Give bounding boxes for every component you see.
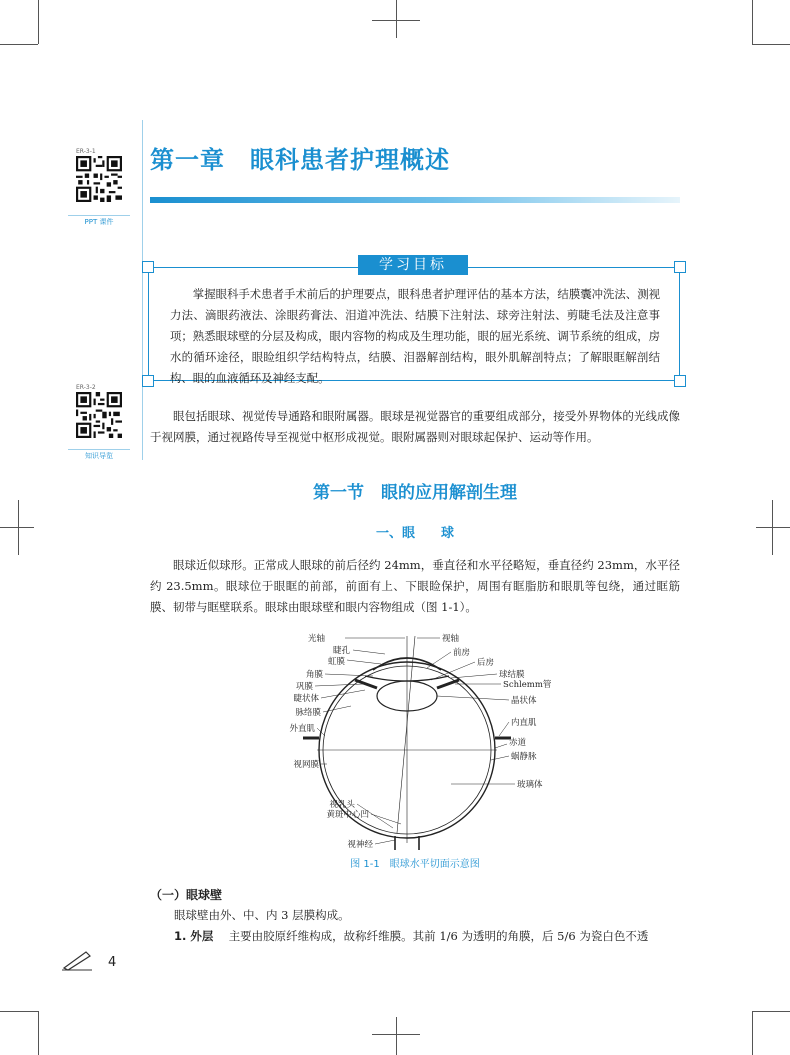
crop-mark [38, 0, 39, 44]
box-corner [674, 261, 686, 273]
outer-layer-text: 主要由胶原纤维构成，故称纤维膜。其前 1/6 为透明的角膜，后 5/6 为瓷白色不透 [228, 929, 649, 943]
qr-id: ER-3-1 [76, 148, 96, 155]
crop-mark [0, 527, 34, 528]
label-visual-axis: 视轴 [442, 634, 460, 644]
label-medial-rectus: 内直肌 [511, 718, 537, 728]
label-ciliary-body: 睫状体 [293, 694, 319, 704]
label-optic-nerve: 视神经 [347, 840, 373, 850]
crop-mark [372, 1034, 420, 1035]
label-fovea: 黄斑中心凹 [326, 810, 369, 820]
chapter-title: 第一章 眼科患者护理概述 [150, 146, 450, 174]
crop-mark [756, 527, 790, 528]
objectives-heading: 学习目标 [358, 255, 468, 275]
label-optic-disc: 视乳头 [329, 800, 355, 810]
label-schlemm-canal: Schlemm管 [503, 680, 552, 690]
crop-mark [372, 20, 420, 21]
wall-line-1: 眼球壁由外、中、内 3 层膜构成。 [174, 908, 350, 922]
figure-labels-right [442, 633, 552, 790]
eyeball-diagram [255, 628, 585, 850]
box-corner [142, 261, 154, 273]
label-retina: 视网膜 [293, 760, 319, 770]
label-conjunctiva: 球结膜 [499, 670, 525, 680]
crop-mark [752, 1011, 790, 1012]
crop-mark [396, 1017, 397, 1055]
crop-mark [396, 0, 397, 38]
eyeball-paragraph: 眼球近似球形。正常成人眼球的前后径约 24mm，垂直径和水平径略短，垂直径约 23mm，水平径约 23.5mm。眼球位于眼眶的前部，前面有上、下眼睑保护，周围有眶脂肪和眼肌等包绕，通过眶筋膜、韧带与眶壁联系。眼球由眼球壁和眼内容物组成（图 1-1）。 [150, 558, 680, 614]
qr-caption: PPT 课件 [68, 215, 130, 228]
crop-mark [0, 1011, 38, 1012]
box-corner [674, 375, 686, 387]
qr-code-guide[interactable] [76, 392, 122, 438]
subsection-title: 一、眼 球 [375, 526, 454, 541]
wall-heading: （一）眼球壁 [150, 888, 223, 902]
outer-layer-label: 1. 外层 [174, 929, 214, 943]
label-lateral-rectus: 外直肌 [289, 724, 315, 734]
figure-labels-left [289, 633, 373, 850]
label-equator: 赤道 [509, 738, 527, 748]
crop-mark [38, 1011, 39, 1055]
page-number: 4 [108, 955, 117, 970]
label-vitreous: 玻璃体 [517, 780, 543, 790]
crop-mark [752, 0, 753, 44]
crop-mark [772, 500, 773, 555]
label-lens: 晶状体 [511, 696, 537, 706]
crop-mark [18, 500, 19, 555]
qr-id: ER-3-2 [76, 384, 96, 391]
figure-caption: 图 1-1 眼球水平切面示意图 [350, 859, 480, 870]
label-sclera: 巩膜 [295, 682, 313, 692]
objectives-text: 掌握眼科手术患者手术前后的护理要点，眼科患者护理评估的基本方法，结膜囊冲洗法、测视力法、滴眼药液法、涂眼药膏法、泪道冲洗法、结膜下注射法、球旁注射法、剪睫毛法及注意事项；熟悉眼球壁的分层及构成，眼内容物的构成及生理功能，眼的屈光系统、调节系统的组成，房水的循环途径，眼睑组织学结构特点，结膜、泪器解剖结构，眼外肌解剖特点；了解眼眶解剖结构、眼的血液循环及神经支配。 [170, 287, 660, 385]
title-underline-bar [150, 197, 680, 203]
qr-caption: 知识导览 [68, 449, 130, 462]
crop-mark [752, 44, 790, 45]
crop-mark [752, 1011, 753, 1055]
label-vortex-vein: 蜗静脉 [511, 752, 537, 762]
label-iris: 虹膜 [327, 657, 345, 667]
margin-rule [142, 120, 143, 460]
label-choroid: 脉络膜 [295, 708, 321, 718]
crop-mark [0, 44, 38, 45]
box-corner [142, 375, 154, 387]
pen-icon [60, 948, 94, 972]
label-pupil: 睫孔 [332, 646, 350, 656]
qr-code-ppt[interactable] [76, 156, 122, 202]
section-title: 第一节 眼的应用解剖生理 [313, 483, 517, 503]
label-optical-axis: 光轴 [307, 634, 325, 644]
label-anterior-chamber: 前房 [453, 648, 471, 658]
label-cornea: 角膜 [305, 670, 323, 680]
label-posterior-chamber: 后房 [477, 658, 495, 668]
wall-line-2 [174, 928, 648, 944]
intro-paragraph: 眼包括眼球、视觉传导通路和眼附属器。眼球是视觉器官的重要组成部分，接受外界物体的光线成像于视网膜，通过视路传导至视觉中枢形成视觉。眼附属器则对眼球起保护、运动等作用。 [150, 409, 680, 444]
